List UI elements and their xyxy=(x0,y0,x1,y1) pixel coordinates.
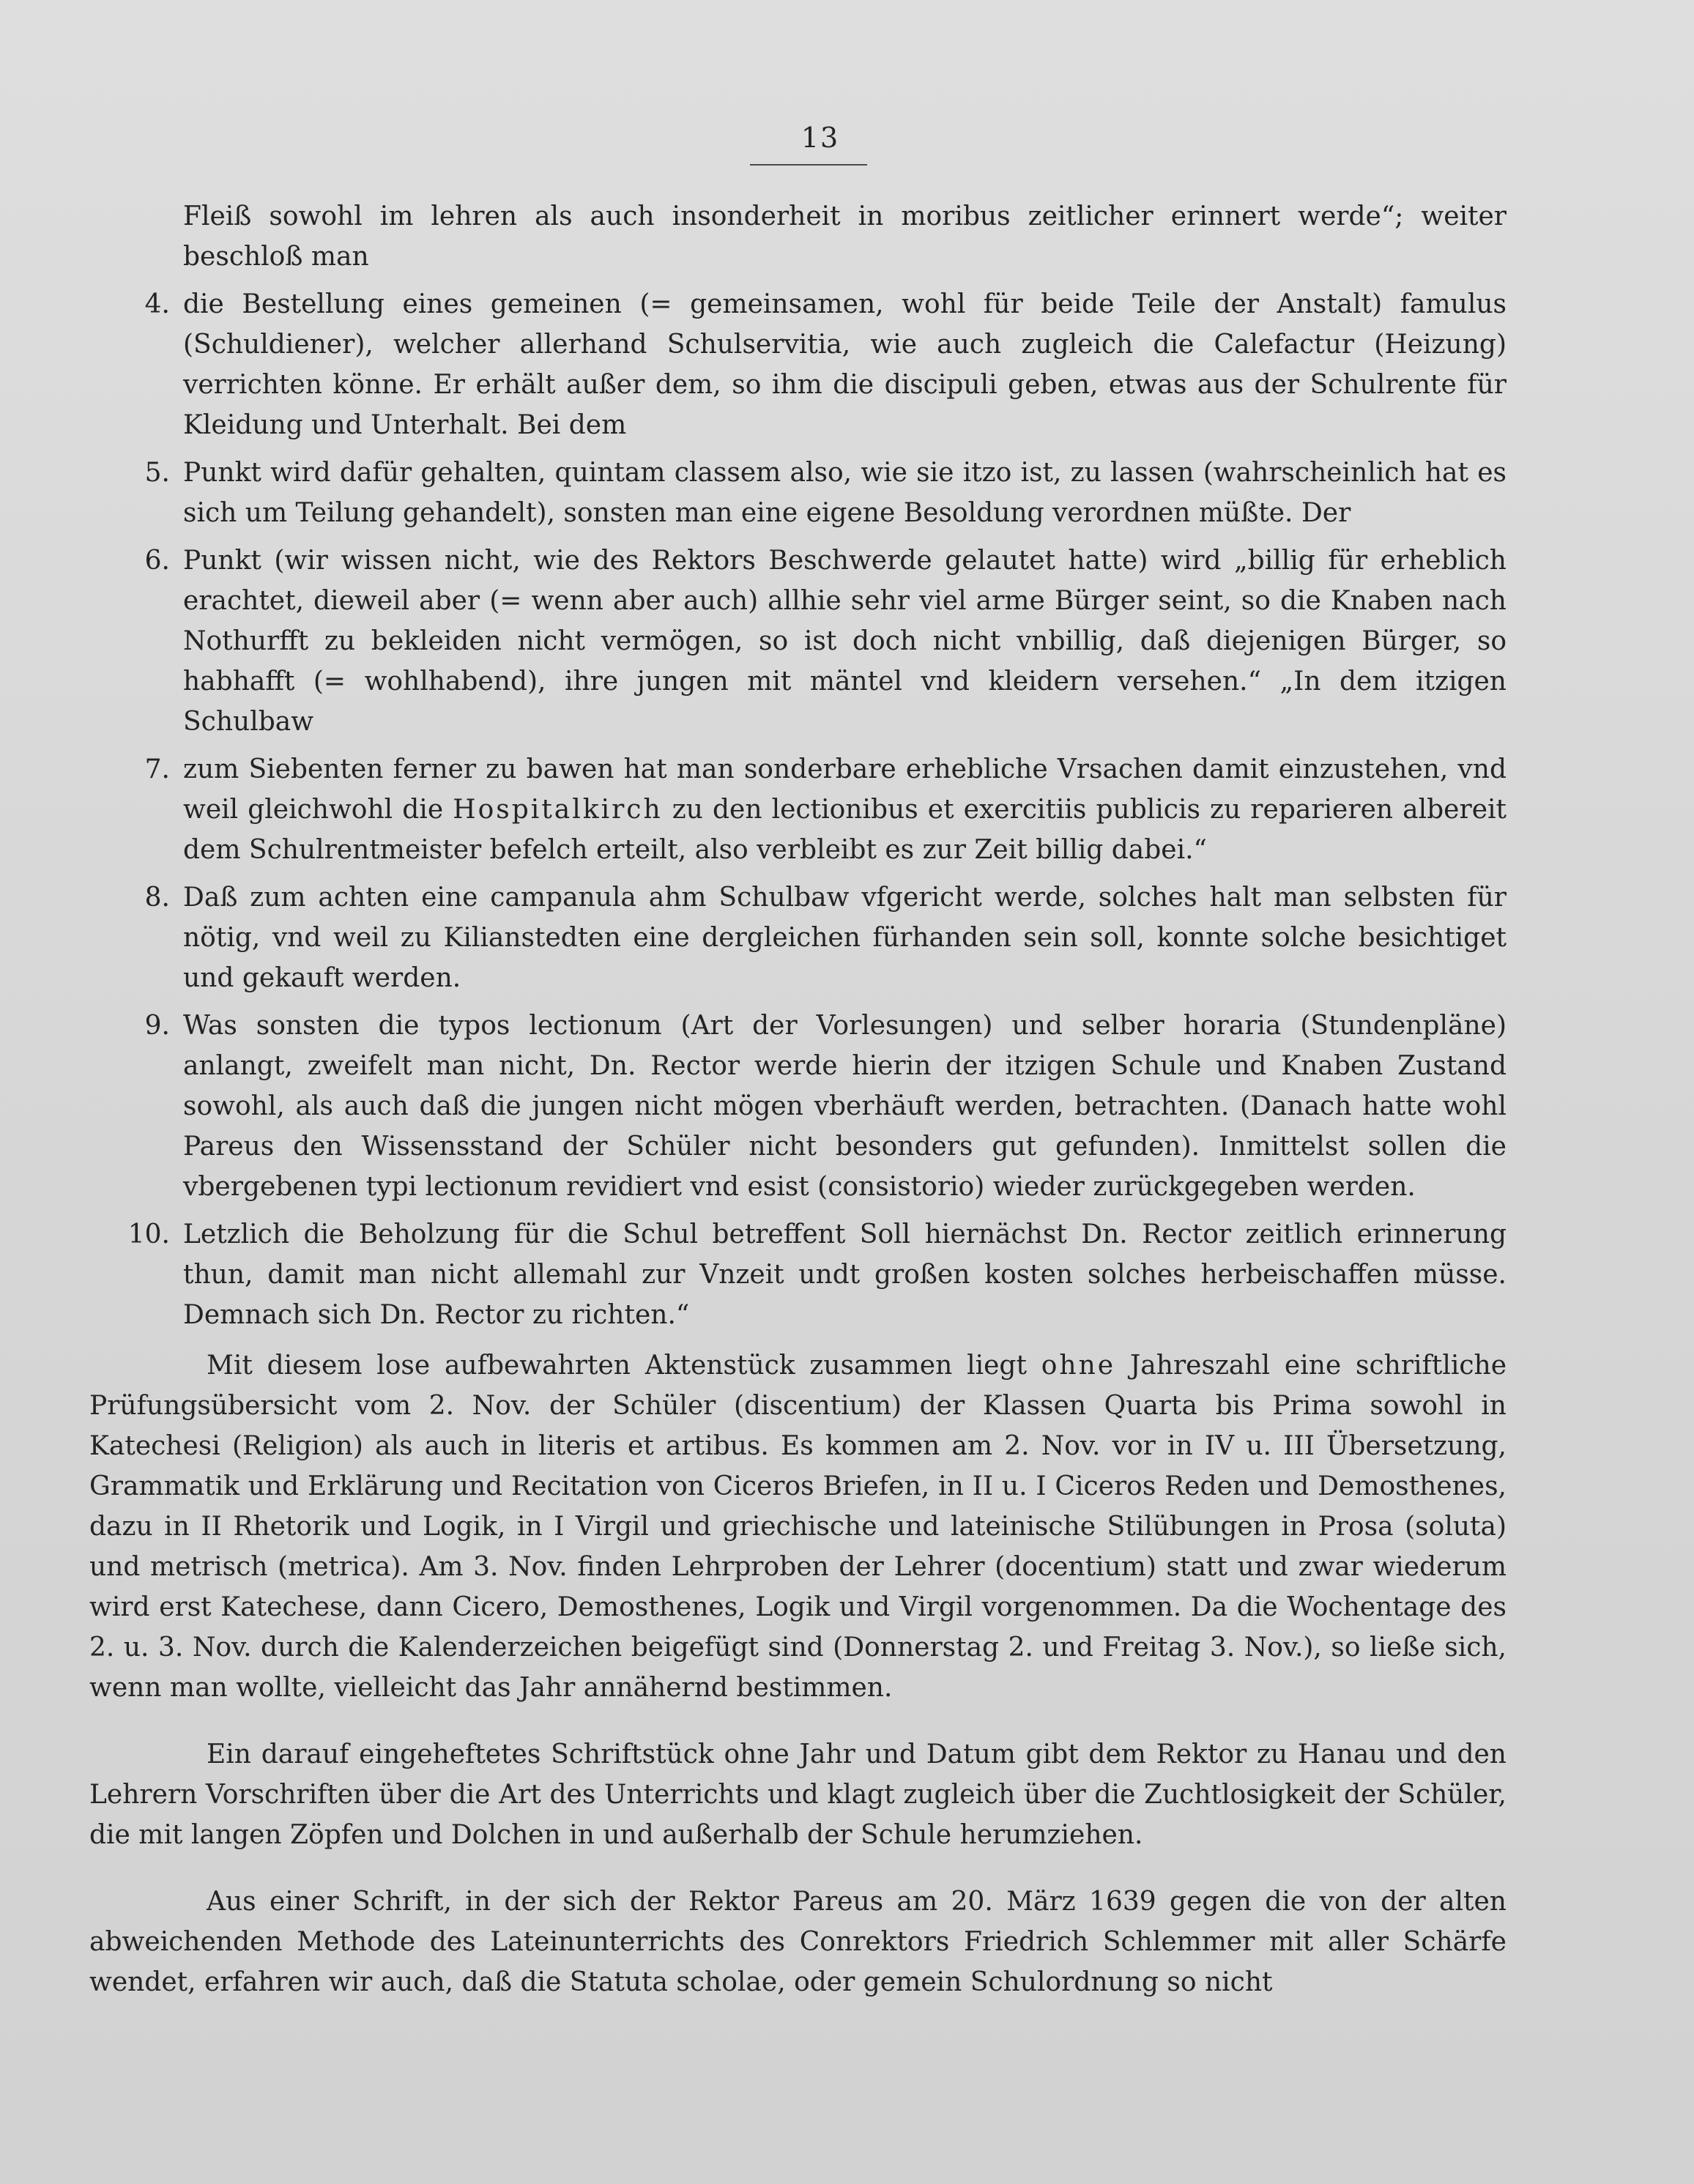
list-item-text: die Bestellung eines gemeinen (= gemeinsamen, wohl für beide Teile der Anstalt) famulus (Schuldiener), welcher allerhand Schulservitia, wie auch zugleich die Calefactur (Heizung) verrichten könne. Er erhält außer dem, so ihm die discipuli geben, etwas aus der Schulrente für Kleidung und Unterhalt. Bei dem xyxy=(183,289,1507,440)
page-body xyxy=(89,196,1507,2029)
list-item-text: Punkt (wir wissen nicht, wie des Rektors Beschwerde gelautet hatte) wird „billig für erheblich erachtet, dieweil aber (= wenn aber auch) allhie sehr viel arme Bürger seint, so die Knaben nach Nothurfft zu bekleiden nicht vermögen, so ist doch nicht vnbillig, daß diejenigen Bürger, so habhafft (= wohlhabend), ihre jungen mit mäntel vnd kleidern versehen.“ „In dem itzigen Schulbaw xyxy=(183,546,1507,737)
text-run: Jahreszahl eine schriftliche Prüfungsübersicht vom 2. Nov. der Schüler (discentium) der Klassen Quarta bis Prima sowohl in Katechesi (Religion) als auch in literis et artibus. Es kommen am 2. Nov. vor in IV u. III Übersetzung, Grammatik und Erklärung und Recitation von Ciceros Briefen, in II u. I Ciceros Reden und Demosthenes, dazu in II Rhetorik und Logik, in I Virgil und griechische und lateinische Stilübungen in Prosa (soluta) und metrisch (metrica). Am 3. Nov. finden Lehrproben der Lehrer (docentium) statt und zwar wiederum wird erst Katechese, dann Cicero, Demosthenes, Logik und Virgil vorgenommen. Da die Wochentage des 2. u. 3. Nov. durch die Kalenderzeichen beigefügt sind (Donnerstag 2. und Freitag 3. Nov.), so ließe sich, wenn man wollte, vielleicht das Jahr annähernd bestimmen. xyxy=(89,1351,1507,1703)
spaced-emphasis: Hospitalkirch xyxy=(453,795,663,825)
list-item-number: 7. xyxy=(144,754,170,784)
body-paragraph: Aus einer Schrift, in der sich der Rektor Pareus am 20. März 1639 gegen die von der alten abweichenden Methode des Lateinunterrichts des Conrektors Friedrich Schlemmer mit aller Schärfe wendet, erfahren wir auch, daß die Statuta scholae, oder gemein Schulordnung so nicht xyxy=(89,1887,1507,1997)
list-item-text: Punkt wird dafür gehalten, quintam classem also, wie sie itzo ist, zu lassen (wahrscheinlich hat es sich um Teilung gehandelt), sonsten man eine eigene Besoldung verordnen müßte. Der xyxy=(183,458,1507,528)
list-item xyxy=(89,541,1507,742)
list-item-number: 10. xyxy=(127,1219,170,1249)
list-item xyxy=(89,877,1507,998)
continued-text: Fleiß sowohl im lehren als auch insonderheit in moribus zeitlicher erinnert werde“; weiter beschloß man xyxy=(183,201,1507,272)
list-item xyxy=(89,1214,1507,1335)
list-item-number: 9. xyxy=(144,1011,170,1041)
list-item-text: Daß zum achten eine campanula ahm Schulbaw vfgericht werde, solches halt man selbsten für nötig, vnd weil zu Kilianstedten eine dergleichen fürhanden sein soll, konnte solche besichtiget und gekauft werden. xyxy=(183,883,1507,993)
list-item xyxy=(89,284,1507,445)
page-number-rule xyxy=(750,164,867,166)
list-item-number: 5. xyxy=(144,458,170,488)
text-run: Mit diesem lose aufbewahrten Aktenstück zusammen liegt xyxy=(207,1351,1041,1381)
list-item xyxy=(89,1006,1507,1207)
spaced-emphasis: ohne xyxy=(1041,1351,1116,1381)
list-item-text: Was sonsten die typos lectionum (Art der Vorlesungen) und selber horaria (Stundenpläne) anlangt, zweifelt man nicht, Dn. Rector werde hierin der itzigen Schule und Knaben Zustand sowohl, als auch daß die jungen nicht mögen vberhäuft werden, betrachten. (Danach hatte wohl Pareus den Wissensstand der Schüler nicht besonders gut gefunden). Inmittelst sollen die vbergebenen typi lectionum revidiert vnd esist (consistorio) wieder zurückgegeben werden. xyxy=(183,1011,1507,1202)
list-item-number: 4. xyxy=(144,289,170,319)
body-paragraph: Ein darauf eingeheftetes Schriftstück ohne Jahr und Datum gibt dem Rektor zu Hanau und den Lehrern Vorschriften über die Art des Unterrichts und klagt zugleich über die Zuchtlosigkeit der Schüler, die mit langen Zöpfen und Dolchen in und außerhalb der Schule herumziehen. xyxy=(89,1739,1507,1850)
list-item-number: 8. xyxy=(144,883,170,913)
list-item-text: Letzlich die Beholzung für die Schul betreffent Soll hiernächst Dn. Rector zeitlich erinnerung thun, damit man nicht allemahl zur Vnzeit undt großen kosten solches herbeischaffen müsse. Demnach sich Dn. Rector zu richten.“ xyxy=(183,1219,1507,1330)
list-item-text xyxy=(183,749,1507,870)
text-run: zu den lectionibus et exercitiis publicis zu reparieren albereit dem Schulrentmeister befelch erteilt, also verbleibt es zur Zeit billig dabei.“ xyxy=(183,795,1507,865)
page-number: 13 xyxy=(800,122,840,154)
list-item-number: 6. xyxy=(144,546,170,576)
list-item xyxy=(89,749,1507,870)
list-item xyxy=(89,453,1507,533)
text-run: zum Siebenten ferner zu bawen hat man sonderbare erhebliche Vrsachen damit einzustehen, vnd weil gleichwohl die xyxy=(183,754,1507,825)
body-paragraph xyxy=(89,1345,1507,1708)
